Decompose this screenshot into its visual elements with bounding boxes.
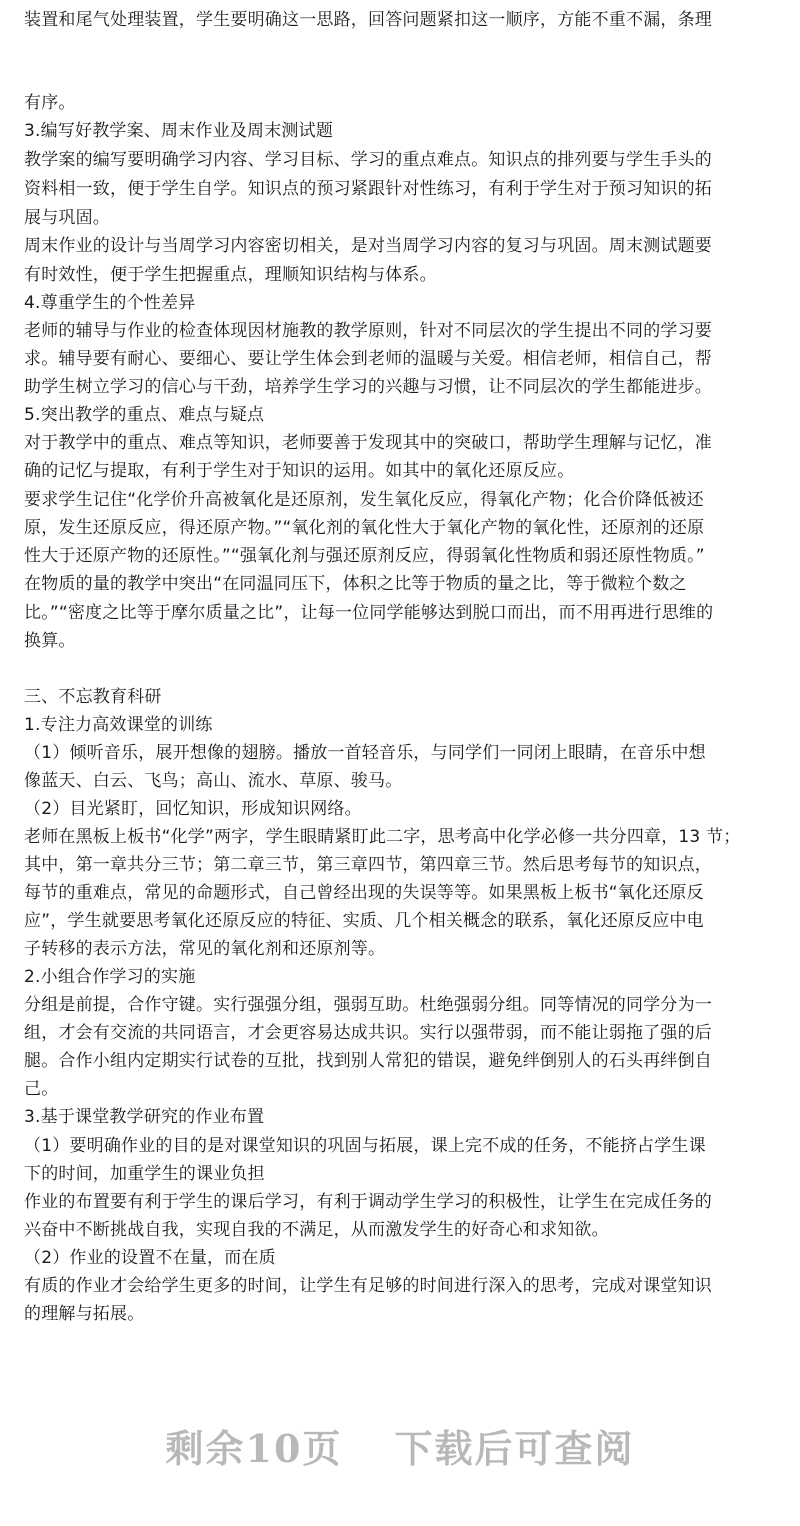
text-line: 展与巩固。	[24, 208, 110, 228]
section-heading: 4.尊重学生的个性差异	[24, 293, 196, 313]
text-line: （1）要明确作业的目的是对课堂知识的巩固与拓展，课上完不成的任务，不能挤占学生课	[24, 1136, 706, 1156]
text-line: 原，发生还原反应，得还原产物。”“氧化剂的氧化性大于氧化产物的氧化性，还原剂的还原	[24, 518, 705, 538]
text-line: 腿。合作小组内定期实行试卷的互批，找到别人常犯的错误，避免绊倒别人的石头再绊倒自	[24, 1051, 712, 1071]
text-line: （1）倾听音乐，展开想像的翅膀。播放一首轻音乐，与同学们一同闭上眼睛，在音乐中想	[24, 743, 706, 763]
text-line: 助学生树立学习的信心与干劲，培养学生学习的兴趣与习惯，让不同层次的学生都能进步。	[24, 377, 712, 397]
remaining-pages-label: 剩余10页	[165, 1426, 343, 1471]
text-line: 周末作业的设计与当周学习内容密切相关，是对当周学习内容的复习与巩固。周末测试题要	[24, 236, 712, 256]
section-heading: 3.基于课堂教学研究的作业布置	[24, 1107, 265, 1127]
text-line: 分组是前提，合作守键。实行强强分组，强弱互助。杜绝强弱分组。同等情况的同学分为一	[24, 995, 712, 1015]
text-line: 作业的布置要有利于学生的课后学习，有利于调动学生学习的积极性，让学生在完成任务的	[24, 1192, 712, 1212]
download-to-view-label: 下载后可查阅	[394, 1426, 635, 1471]
text-line: （2）作业的设置不在量，而在质	[24, 1248, 276, 1268]
text-line: 在物质的量的教学中突出“在同温同压下，体积之比等于物质的量之比，等于微粒个数之	[24, 574, 687, 594]
text-line: 资料相一致，便于学生自学。知识点的预习紧跟针对性练习，有利于学生对于预习知识的拓	[24, 179, 712, 199]
section-heading: 1.专注力高效课堂的训练	[24, 715, 213, 735]
section-heading: 5.突出教学的重点、难点与疑点	[24, 405, 265, 425]
text-line: 有序。	[24, 93, 76, 113]
text-line: 其中，第一章共分三节；第二章三节，第三章四节，第四章三节。然后思考每节的知识点，	[24, 855, 712, 875]
text-line: 兴奋中不断挑战自我，实现自我的不满足，从而激发学生的好奇心和求知欲。	[24, 1220, 609, 1240]
section-heading: 2.小组合作学习的实施	[24, 967, 196, 987]
text-line: 有质的作业才会给学生更多的时间，让学生有足够的时间进行深入的思考，完成对课堂知识	[24, 1276, 712, 1296]
text-line: 像蓝天、白云、飞鸟；高山、流水、草原、骏马。	[24, 771, 403, 791]
text-line: 要求学生记住“化学价升高被氧化是还原剂，发生氧化反应，得氧化产物；化合价降低被还	[24, 490, 704, 510]
text-line: 确的记忆与提取，有利于学生对于知识的运用。如其中的氧化还原反应。	[24, 461, 575, 481]
text-line: （2）目光紧盯，回忆知识，形成知识网络。	[24, 799, 362, 819]
text-line: 有时效性，便于学生把握重点，理顺知识结构与体系。	[24, 265, 437, 285]
text-line: 老师在黑板上板书“化学”两字，学生眼睛紧盯此二字，思考高中化学必修一共分四章，13 节；	[24, 827, 741, 847]
text-line: 的理解与拓展。	[24, 1304, 145, 1324]
text-line: 组，才会有交流的共同语言，才会更容易达成共识。实行以强带弱，而不能让弱拖了强的后	[24, 1023, 712, 1043]
download-prompt[interactable]	[0, 1418, 800, 1473]
text-line: 子转移的表示方法，常见的氧化剂和还原剂等。	[24, 939, 386, 959]
text-line: 己。	[24, 1079, 59, 1099]
text-line: 比。”“密度之比等于摩尔质量之比”，让每一位同学能够达到脱口而出，而不用再进行思维的	[24, 603, 714, 623]
text-line: 求。辅导要有耐心、要细心、要让学生体会到老师的温暖与关爱。相信老师，相信自己，帮	[24, 349, 712, 369]
text-line: 装置和尾气处理装置，学生要明确这一思路，回答问题紧扣这一顺序，方能不重不漏，条理	[24, 10, 712, 30]
text-line: 性大于还原产物的还原性。”“强氧化剂与强还原剂反应，得弱氧化性物质和弱还原性物质。”	[24, 546, 705, 566]
text-line: 对于教学中的重点、难点等知识，老师要善于发现其中的突破口，帮助学生理解与记忆，准	[24, 433, 712, 453]
section-heading: 3.编写好教学案、周末作业及周末测试题	[24, 121, 334, 141]
text-line: 老师的辅导与作业的检查体现因材施教的教学原则，针对不同层次的学生提出不同的学习要	[24, 321, 712, 341]
text-line: 下的时间，加重学生的课业负担	[24, 1164, 265, 1184]
chapter-heading: 三、不忘教育科研	[24, 687, 162, 707]
text-line: 应”，学生就要思考氧化还原反应的特征、实质、几个相关概念的联系，氧化还原反应中电	[24, 911, 704, 931]
text-line: 每节的重难点，常见的命题形式，自己曾经出现的失误等等。如果黑板上板书“氧化还原反	[24, 883, 704, 903]
text-line: 换算。	[24, 631, 76, 651]
text-line: 教学案的编写要明确学习内容、学习目标、学习的重点难点。知识点的排列要与学生手头的	[24, 150, 712, 170]
